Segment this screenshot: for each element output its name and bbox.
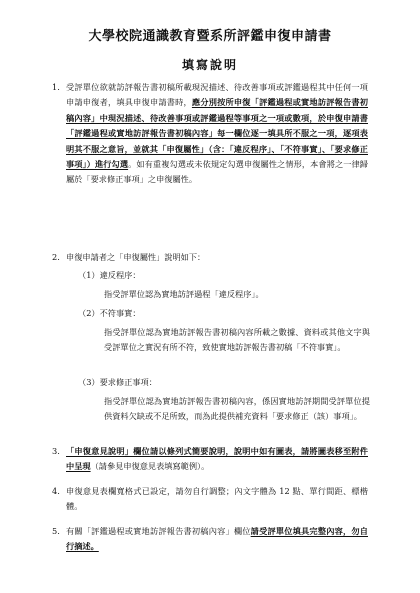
instruction-item-1 <box>52 80 368 188</box>
item-text-plain: 受評單位欲就訪評報告書初稿所載現況描述、待改善事項或評鑑過程其中任何一項申請申復者，填具申復申請書時， <box>66 82 368 108</box>
item-text-plain: （請參見申復意見表填寫範例）。 <box>90 461 210 472</box>
item-text-plain: 有關「評鑑過程或實地訪評報告書初稿內容」欄位 <box>66 526 251 536</box>
item-number: 4. <box>52 486 60 496</box>
instruction-item-2 <box>52 250 368 265</box>
item-text: 申復申請者之「申復屬性」說明如下： <box>66 252 206 262</box>
item-text <box>66 444 368 475</box>
item-number: 1. <box>52 82 60 92</box>
subitem-text-3: 指受評單位認為實地訪評報告書初稿內容，係因實地訪評期間受評單位提供資料欠缺或不足所致，而為此提供補充資料「要求修正（該）事項」。 <box>104 396 370 422</box>
item-number: 2. <box>52 252 60 262</box>
subitem-label-2: （2）不符事實： <box>78 308 141 318</box>
instruction-item-3 <box>52 444 368 475</box>
item-number: 3. <box>52 446 60 456</box>
document-title: 大學校院通識教育暨系所評鑑申復申請書 <box>88 29 332 44</box>
item-text-emphasis: 應分別按所申復「評鑑過程或實地訪評報告書初稿內容」中現況描述、待改善事項或評鑑過程等事項之一項或數項，於申復申請書「評鑑過程或實地訪評報告書初稿內容」每一欄位逐一填具所不服之一項，逐項表明其不服之意旨，並就其「申復屬性」（含：「違反程序」、「不符事實」、「要求修正事項」）進行勾選 <box>66 97 368 170</box>
instruction-item-4 <box>52 484 368 515</box>
subitem-text-1: 指受評單位認為實地訪評過程「違反程序」。 <box>104 289 264 299</box>
item-text-emphasis: 「申復意見說明」欄位請以條列式簡要說明，說明中如有圖表，請將圖表移至附件中呈現 <box>66 446 368 472</box>
subitem-label-1: （1）違反程序： <box>78 270 141 280</box>
item-number: 5. <box>52 526 60 536</box>
item-text: 申復意見表欄寬格式已設定，請勿自行調整；內文字體為 12 點、單行間距、標楷體。 <box>66 486 368 512</box>
item-text-emphasis: 請受評單位填具完整內容，勿自行摘述。 <box>66 526 368 552</box>
item-text <box>66 80 368 188</box>
subitem-label-3: （3）要求修正事項： <box>78 377 157 387</box>
subitem-text-2: 指受評單位認為實地訪評報告書初稿內容所載之數據、資料或其他文字與受評單位之實況有所不符，致使實地訪評報告書初稿「不符事實」。 <box>104 327 370 353</box>
item-text-plain-end: 。如有重複勾選或未依規定勾選申復屬性之情形，本會將之一律歸屬於「要求修正事項」之申復屬性。 <box>66 159 368 185</box>
item-text <box>66 524 368 555</box>
document-subtitle: 填寫說明 <box>181 58 238 72</box>
instruction-item-5 <box>52 524 368 555</box>
